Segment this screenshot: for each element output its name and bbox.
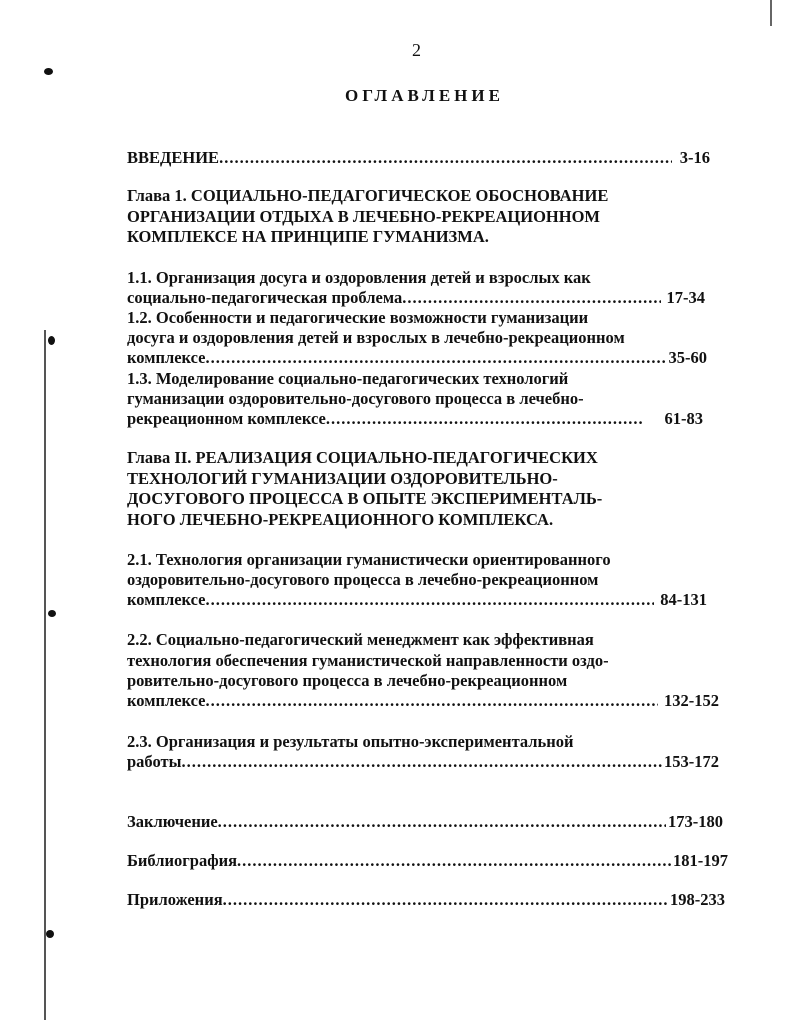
leader-dots <box>237 851 671 871</box>
toc-line: оздоровительно-досугового процесса в лечебно-рекреационном <box>127 570 599 589</box>
toc-entry-pages: 181-197 <box>673 851 728 870</box>
leader-dots <box>326 409 643 429</box>
scan-mark-right-edge <box>770 0 772 26</box>
toc-entry-label: комплексе <box>127 348 206 367</box>
heading-line: Глава II. РЕАЛИЗАЦИЯ СОЦИАЛЬНО-ПЕДАГОГИЧЕСКИХ <box>127 448 598 467</box>
toc-entry-2-1 <box>127 590 707 610</box>
toc-entry-1-1 <box>127 288 705 308</box>
heading-line: ОРГАНИЗАЦИИ ОТДЫХА В ЛЕЧЕБНО-РЕКРЕАЦИОННОМ <box>127 206 601 226</box>
toc-entry-2-2 <box>127 691 719 711</box>
toc-entry-pages: 173-180 <box>668 812 723 831</box>
heading-line: Глава 1. СОЦИАЛЬНО-ПЕДАГОГИЧЕСКОЕ ОБОСНОВАНИЕ <box>127 186 609 205</box>
scan-mark-dot <box>44 68 53 75</box>
toc-entry-label: работы <box>127 752 182 771</box>
toc-entry-1-2 <box>127 348 707 368</box>
page-title: ОГЛАВЛЕНИЕ <box>345 86 504 105</box>
leader-dots <box>181 752 662 772</box>
toc-entry-intro <box>127 148 710 168</box>
toc-entry-2-3 <box>127 752 719 772</box>
heading-line: НОГО ЛЕЧЕБНО-РЕКРЕАЦИОННОГО КОМПЛЕКСА. <box>127 509 554 529</box>
toc-entry-pages: 3-16 <box>679 148 710 167</box>
chapter-1-heading <box>127 186 747 248</box>
page-number: 2 <box>412 40 421 60</box>
toc-line: 2.1. Технология организации гуманистически ориентированного <box>127 550 611 569</box>
chapter-2-heading <box>127 448 747 530</box>
toc-entry-pages: 17-34 <box>666 288 705 307</box>
toc-line: 2.2. Социально-педагогический менеджмент как эффективная <box>127 630 594 649</box>
toc-entry-label: комплексе <box>127 590 206 609</box>
leader-dots <box>206 590 655 610</box>
scan-mark-dot <box>48 610 56 617</box>
heading-line: ТЕХНОЛОГИЙ ГУМАНИЗАЦИИ ОЗДОРОВИТЕЛЬНО- <box>127 468 558 488</box>
toc-entry-appendices <box>127 890 725 910</box>
toc-entry-label: ВВЕДЕНИЕ <box>127 148 220 167</box>
leader-dots <box>219 148 672 168</box>
toc-entry-label: комплексе <box>127 691 206 710</box>
toc-entry-pages: 132-152 <box>664 691 719 710</box>
toc-entry-label: социально-педагогическая проблема <box>127 288 403 307</box>
scan-mark-dot <box>48 336 55 345</box>
scan-mark-dot <box>46 930 54 938</box>
toc-line: досуга и оздоровления детей и взрослых в лечебно-рекреационном <box>127 328 625 347</box>
toc-entry-1-3 <box>127 409 703 429</box>
leader-dots <box>206 348 667 368</box>
toc-line: ровительно-досугового процесса в лечебно-рекреационном <box>127 671 568 690</box>
toc-entry-pages: 61-83 <box>664 409 703 428</box>
toc-entry-label: Приложения <box>127 890 223 909</box>
toc-line: 1.3. Моделирование социально-педагогических технологий <box>127 369 569 388</box>
toc-line: 1.1. Организация досуга и оздоровления детей и взрослых как <box>127 268 591 287</box>
leader-dots <box>223 890 668 910</box>
toc-entry-pages: 153-172 <box>664 752 719 771</box>
toc-entry-label: рекреационном комплексе <box>127 409 326 428</box>
toc-entry-pages: 35-60 <box>668 348 707 367</box>
leader-dots <box>218 812 666 832</box>
toc-line: 2.3. Организация и результаты опытно-экспериментальной <box>127 732 574 751</box>
toc-entry-bibliography <box>127 851 728 871</box>
heading-line: ДОСУГОВОГО ПРОЦЕССА В ОПЫТЕ ЭКСПЕРИМЕНТАЛЬ- <box>127 489 603 508</box>
toc-entry-label: Заключение <box>127 812 218 831</box>
toc-entry-label: Библиография <box>127 851 238 870</box>
toc-line: 1.2. Особенности и педагогические возможности гуманизации <box>127 308 589 327</box>
scan-mark-line <box>44 330 46 1020</box>
toc-line: гуманизации оздоровительно-досугового процесса в лечебно- <box>127 389 584 408</box>
toc-entry-pages: 84-131 <box>660 590 707 609</box>
toc-entry-pages: 198-233 <box>670 890 725 909</box>
leader-dots <box>402 288 660 308</box>
heading-line: КОМПЛЕКСЕ НА ПРИНЦИПЕ ГУМАНИЗМА. <box>127 227 489 246</box>
leader-dots <box>206 691 659 711</box>
toc-line: технология обеспечения гуманистической направленности оздо- <box>127 651 609 670</box>
toc-entry-conclusion <box>127 812 723 832</box>
